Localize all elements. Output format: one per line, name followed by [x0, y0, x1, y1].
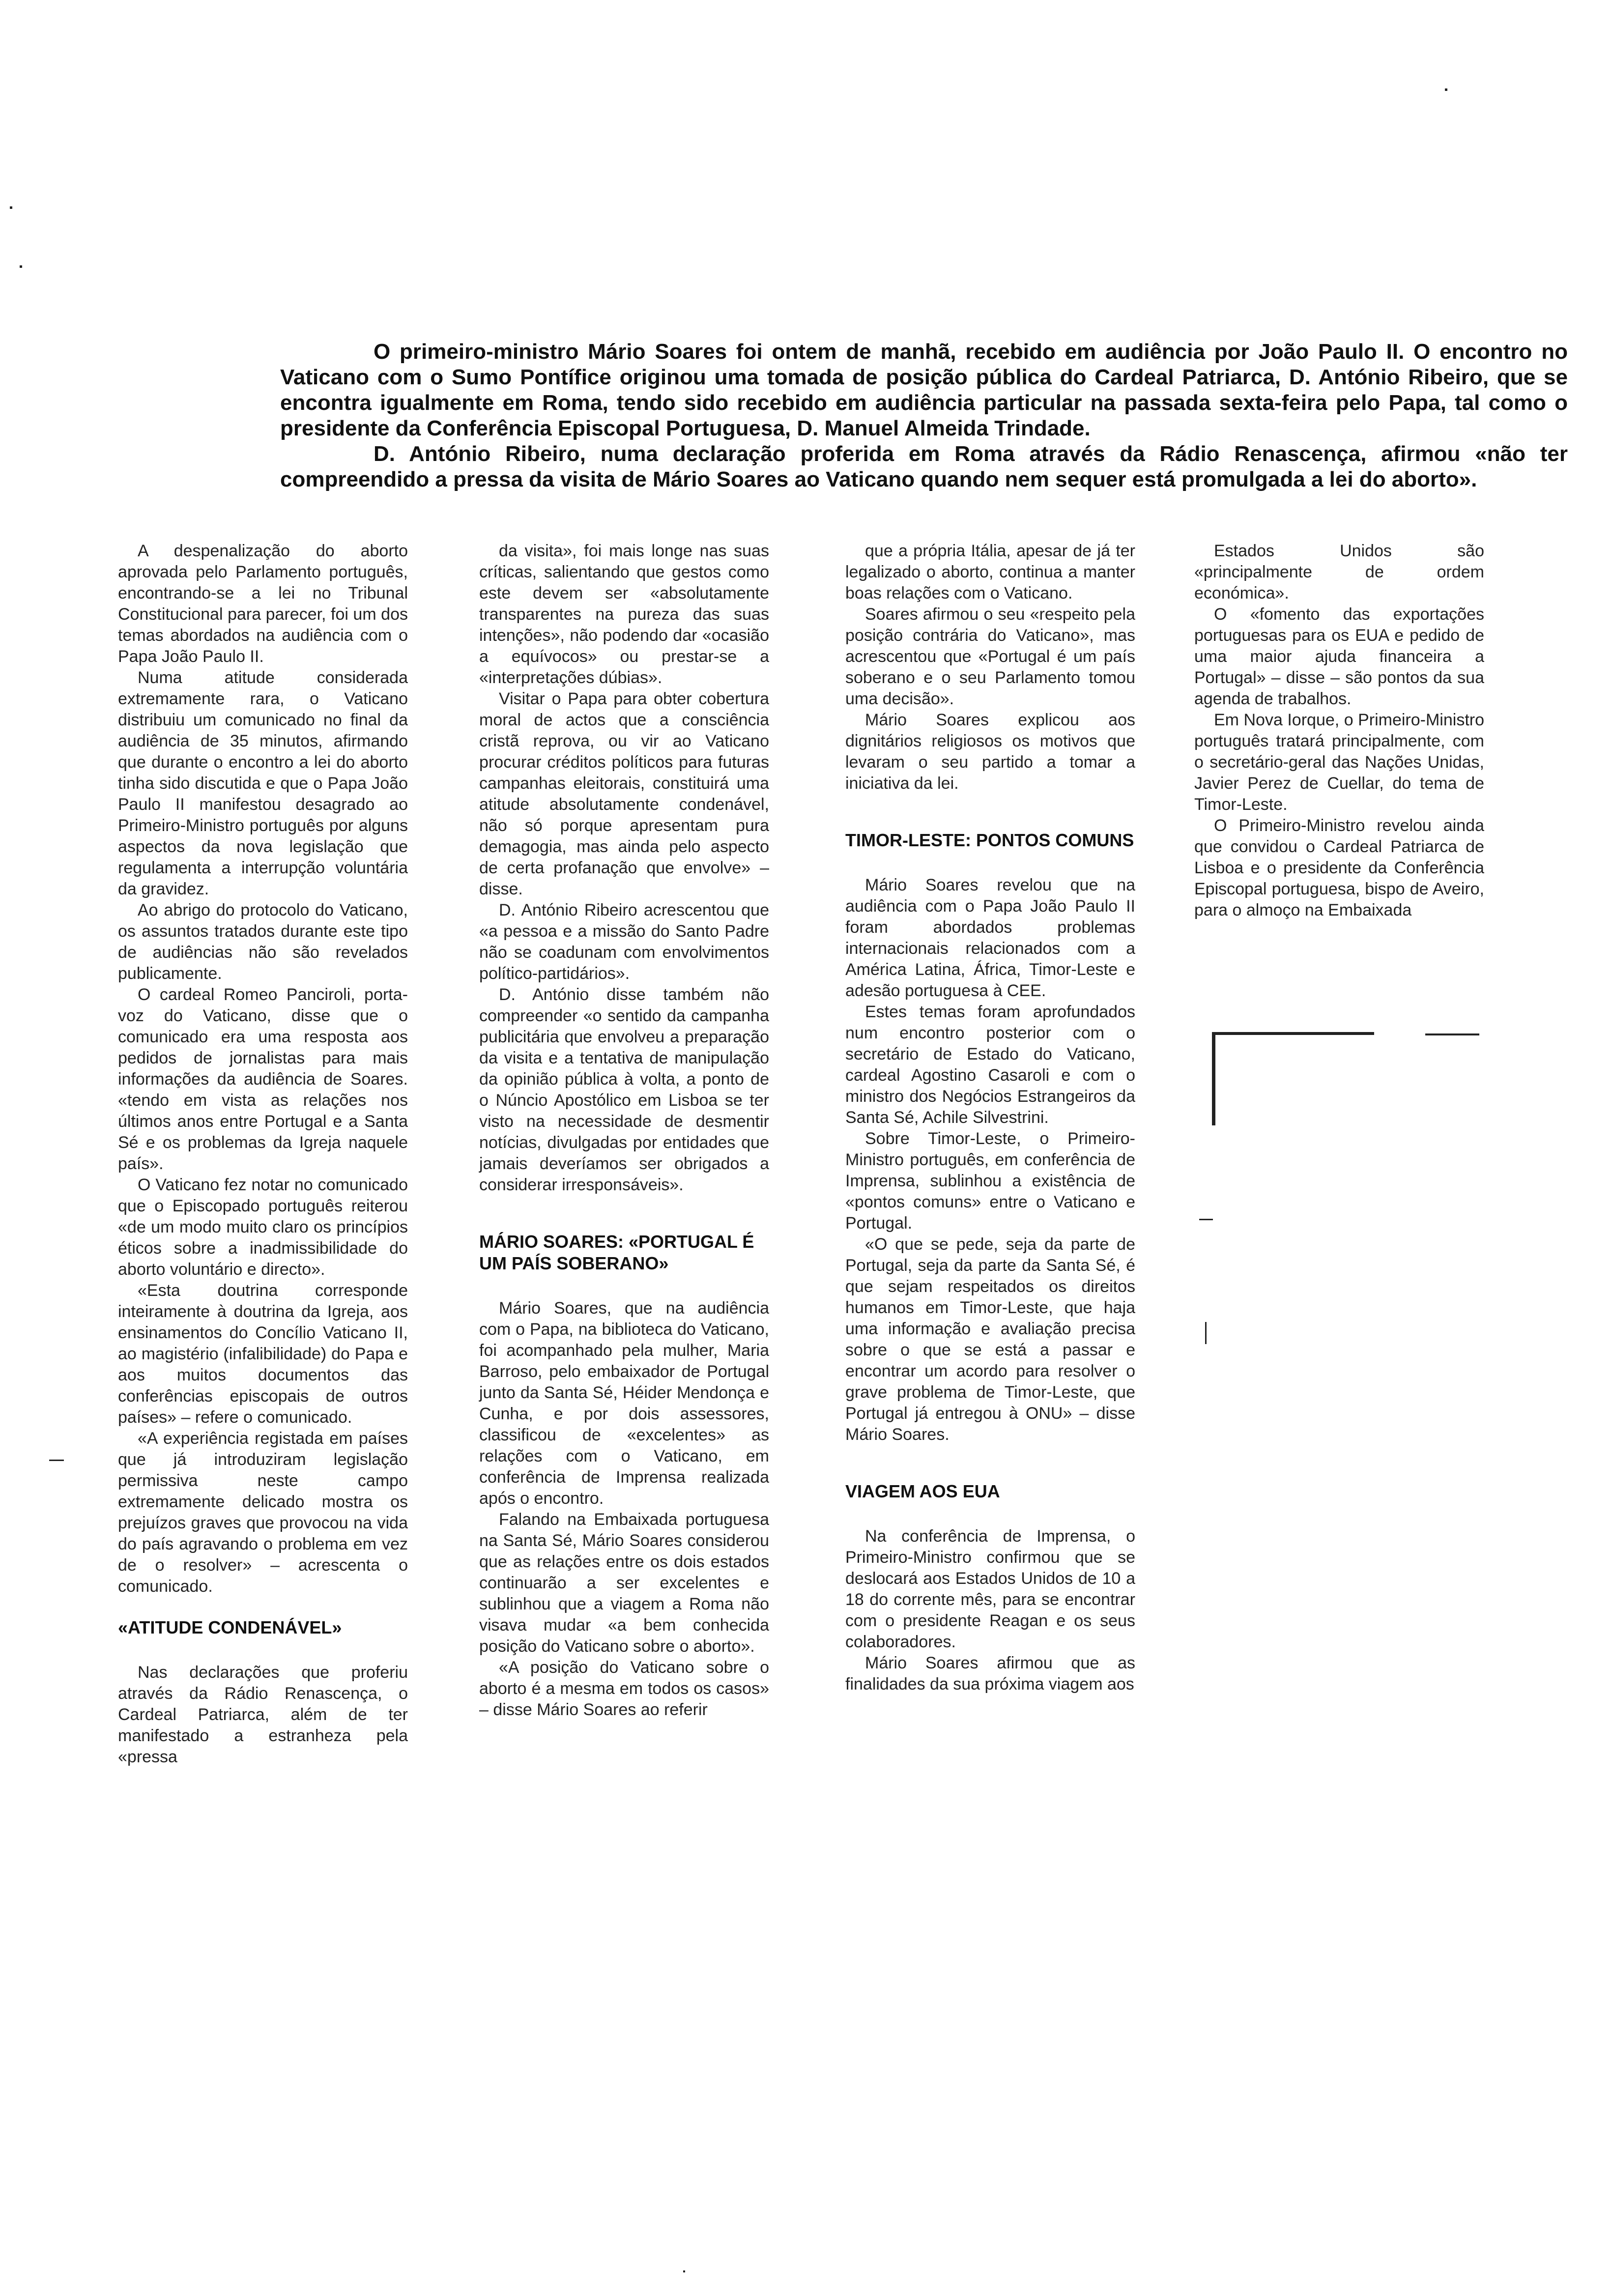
scan-speck	[20, 265, 22, 268]
body-paragraph: que a própria Itália, apesar de já ter legalizado o aborto, continua a manter boas relações com o Vaticano.	[845, 542, 1135, 603]
scan-speck	[49, 1460, 64, 1461]
body-paragraph: O «fomento das exportações portuguesas para os EUA e pedido de uma maior ajuda financeira a Portugal» – disse – são pontos da sua agenda de trabalhos.	[1194, 605, 1484, 708]
body-paragraph: Falando na Embaixada portuguesa na Santa Sé, Mário Soares considerou que as relações entre os dois estados continuarão a ser excelentes e sublinhou que a viagem a Roma não visava mudar «a bem conhecida posição do Vaticano sobre o aborto».	[479, 1510, 769, 1656]
body-paragraph: Soares afirmou o seu «respeito pela posição contrária do Vaticano», mas acrescentou que «Portugal é um país soberano e o seu Parlamento tomou uma decisão».	[845, 605, 1135, 708]
column-1	[118, 541, 408, 1768]
body-paragraph: Sobre Timor-Leste, o Primeiro-Ministro português, em conferência de Imprensa, sublinhou a existência de «pontos comuns» entre o Vaticano e Portugal.	[845, 1129, 1135, 1233]
scan-speck	[1445, 88, 1447, 91]
section-heading: VIAGEM AOS EUA	[845, 1481, 1000, 1501]
section-heading: MÁRIO SOARES: «PORTUGAL É UM PAÍS SOBERANO»	[479, 1232, 754, 1273]
body-paragraph: Estes temas foram aprofundados num encontro posterior com o secretário de Estado do Vaticano, cardeal Agostino Casaroli e com o ministro dos Negócios Estrangeiros da Santa Sé, Achile Silvestrini.	[845, 1003, 1135, 1127]
body-paragraph: Visitar o Papa para obter cobertura moral de actos que a consciência cristã reprova, ou vir ao Vaticano procurar créditos políticos para futuras campanhas eleitorais, constituirá uma atitude absolutamente condenável, não só porque apresentam pura demagogia, mas ainda pelo aspecto de certa profanação que envolve» – disse.	[479, 689, 769, 898]
scan-speck	[10, 206, 12, 209]
body-paragraph: Na conferência de Imprensa, o Primeiro-Ministro confirmou que se deslocará aos Estados Unidos de 10 a 18 do corrente mês, para se encontrar com o presidente Reagan e os seus colaboradores.	[845, 1527, 1135, 1651]
clipping-edge-vertical	[1212, 1032, 1215, 1125]
column-2	[479, 541, 769, 1721]
body-paragraph: «O que se pede, seja da parte de Portugal, seja da parte da Santa Sé, é que sejam respeitados os direitos humanos em Timor-Leste, que haja uma informação e avaliação precisa sobre o que se está a passar e encontrar um acordo para resolver o grave problema de Timor-Leste, que Portugal já entregou à ONU» – disse Mário Soares.	[845, 1235, 1135, 1444]
clipping-edge-horizontal	[1212, 1032, 1374, 1035]
body-paragraph: Mário Soares, que na audiência com o Papa, na biblioteca do Vaticano, foi acompanhado pela mulher, Maria Barroso, pelo embaixador de Portugal junto da Santa Sé, Héider Mendonça e Cunha, e por dois assessores, classificou de «excelentes» as relações com o Vaticano, em conferência de Imprensa realizada após o encontro.	[479, 1299, 769, 1508]
body-paragraph: Estados Unidos são «principalmente de ordem económica».	[1194, 542, 1484, 603]
clipping-edge-dash	[1425, 1033, 1479, 1035]
article-lead	[280, 339, 1568, 492]
body-paragraph: «A posição do Vaticano sobre o aborto é a mesma em todos os casos» – disse Mário Soares ao referir	[479, 1658, 769, 1719]
column-4	[1194, 541, 1484, 921]
section-heading: TIMOR-LESTE: PONTOS COMUNS	[845, 830, 1134, 850]
body-paragraph: «A experiência registada em países que já introduziram legislação permissiva neste campo extremamente delicado mostra os prejuízos graves que provocou na vida do país agravando o problema em vez de o resolver» – acrescenta o comunicado.	[118, 1429, 408, 1596]
body-paragraph: A despenalização do aborto aprovada pelo Parlamento português, encontrando-se a lei no Tribunal Constitucional para parecer, foi um dos temas abordados na audiência com o Papa João Paulo II.	[118, 542, 408, 666]
body-paragraph: Nas declarações que proferiu através da Rádio Renascença, o Cardeal Patriarca, além de ter manifestado a estranheza pela «pressa	[118, 1663, 408, 1766]
body-paragraph: O Primeiro-Ministro revelou ainda que convidou o Cardeal Patriarca de Lisboa e o presidente da Conferência Episcopal portuguesa, bispo de Aveiro, para o almoço na Embaixada	[1194, 816, 1484, 919]
scan-speck	[683, 2270, 685, 2272]
column-3	[845, 541, 1135, 1695]
body-paragraph: Mário Soares explicou aos dignitários religiosos os motivos que levaram o seu partido a tomar a iniciativa da lei.	[845, 711, 1135, 793]
body-paragraph: D. António disse também não compreender «o sentido da campanha publicitária que envolveu a preparação da visita e a tentativa de manipulação da opinião pública à volta, a ponto de o Núncio Apostólico em Lisboa se ter visto na necessidade de desmentir notícias, divulgadas por entidades que jamais deveríamos ser obrigados a considerar irresponsáveis».	[479, 985, 769, 1194]
body-paragraph: da visita», foi mais longe nas suas críticas, salientando que gestos como este devem ser «absolutamente transparentes na pureza das suas intenções», não podendo dar «ocasião a equívocos» ou prestar-se a «interpretações dúbias».	[479, 542, 769, 687]
body-paragraph: Em Nova Iorque, o Primeiro-Ministro português tratará principalmente, com o secretário-geral das Nações Unidas, Javier Perez de Cuellar, do tema de Timor-Leste.	[1194, 711, 1484, 814]
body-paragraph: Numa atitude considerada extremamente rara, o Vaticano distribuiu um comunicado no final da audiência de 35 minutos, afirmando que durante o encontro a lei do aborto tinha sido discutida e que o Papa João Paulo II manifestou desagrado ao Primeiro-Ministro português por alguns aspectos da nova legislação que regulamenta a interrupção voluntária da gravidez.	[118, 668, 408, 898]
body-paragraph: O cardeal Romeo Panciroli, porta-voz do Vaticano, disse que o comunicado era uma resposta aos pedidos de jornalistas para mais informações da audiência de Soares. «tendo em vista as relações nos últimos anos entre Portugal e a Santa Sé e os problemas da Igreja naquele país».	[118, 985, 408, 1173]
body-paragraph: D. António Ribeiro acrescentou que «a pessoa e a missão do Santo Padre não se coadunam com envolvimentos político-partidários».	[479, 901, 769, 983]
body-paragraph: Mário Soares revelou que na audiência com o Papa João Paulo II foram abordados problemas internacionais relacionados com a América Latina, África, Timor-Leste e adesão portuguesa à CEE.	[845, 876, 1135, 1000]
body-paragraph: «Esta doutrina corresponde inteiramente à doutrina da Igreja, aos ensinamentos do Concílio Vaticano II, ao magistério (infalibilidade) do Papa e aos muitos documentos das conferências episcopais de outros países» – refere o comunicado.	[118, 1281, 408, 1427]
lead-paragraph: O primeiro-ministro Mário Soares foi ontem de manhã, recebido em audiência por João Paulo II. O encontro no Vaticano com o Sumo Pontífice originou uma tomada de posição pública do Cardeal Patriarca, D. António Ribeiro, que se encontra igualmente em Roma, tendo sido recebido em audiência particular na passada sexta-feira pelo Papa, tal como o presidente da Conferência Episcopal Portuguesa, D. Manuel Almeida Trindade.	[280, 340, 1568, 440]
body-paragraph: Mário Soares afirmou que as finalidades da sua próxima viagem aos	[845, 1654, 1135, 1693]
body-paragraph: Ao abrigo do protocolo do Vaticano, os assuntos tratados durante este tipo de audiências não são revelados publicamente.	[118, 901, 408, 983]
body-paragraph: O Vaticano fez notar no comunicado que o Episcopado português reiterou «de um modo muito claro os princípios éticos sobre a inadmissibilidade do aborto voluntário e directo».	[118, 1176, 408, 1279]
lead-paragraph: D. António Ribeiro, numa declaração proferida em Roma através da Rádio Renascença, afirmou «não ter compreendido a pressa da visita de Mário Soares ao Vaticano quando nem sequer está promulgada a lei do aborto».	[280, 442, 1568, 491]
section-heading: «ATITUDE CONDENÁVEL»	[118, 1617, 342, 1637]
scan-speck	[1205, 1322, 1207, 1344]
scan-speck	[1199, 1219, 1213, 1220]
